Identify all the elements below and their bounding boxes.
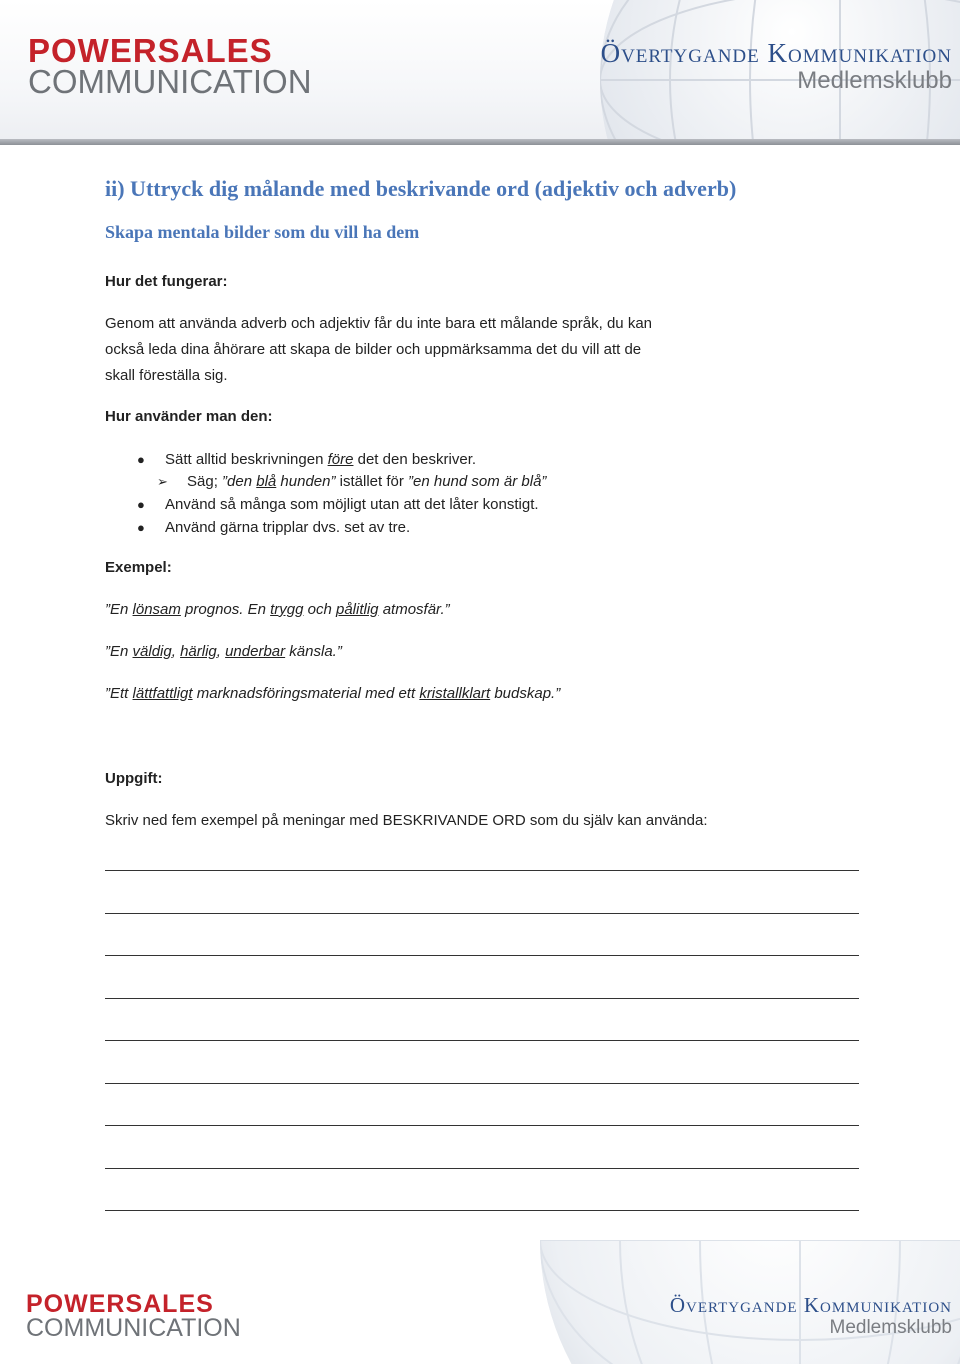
page-header <box>0 0 960 145</box>
logo-bottom-text: COMMUNICATION <box>26 1314 241 1342</box>
how-to-use-label: Hur använder man den: <box>105 408 273 425</box>
text-line: Genom att använda adverb och adjektiv får du inte bara ett målande språk, du kan <box>105 315 653 332</box>
bullet-item: ● Sätt alltid beskrivningen före det den beskriver. <box>137 451 477 468</box>
brand-title: Övertygande Kommunikation <box>600 38 952 68</box>
emphasis-word: före <box>327 451 354 468</box>
answer-line <box>105 955 859 956</box>
brand-title: Övertygande Kommunikation <box>669 1293 952 1317</box>
brand-subtitle: Medlemsklubb <box>797 67 952 94</box>
answer-line <box>105 1083 859 1084</box>
bullet-item: ● Använd så många som möjligt utan att det låter konstigt. <box>137 496 539 513</box>
example-sentence: ”En lönsam prognos. En trygg och pålitlig atmosfär.” <box>105 601 450 618</box>
bullet-dot-icon: ● <box>137 497 145 512</box>
logo-bottom-text: COMMUNICATION <box>28 63 312 100</box>
bullet-dot-icon: ● <box>137 520 145 535</box>
how-it-works-text <box>105 311 652 389</box>
logo-top-text: POWERSALES <box>26 1290 214 1318</box>
logo-top-text: POWERSALES <box>28 32 273 69</box>
answer-line <box>105 1040 859 1041</box>
section-subtitle: Skapa mentala bilder som du vill ha dem <box>105 222 420 242</box>
page-footer <box>0 1240 960 1364</box>
powersales-logo <box>26 1292 241 1341</box>
text-line: också leda dina åhörare att skapa de bilder och uppmärksamma det du vill att de <box>105 341 642 358</box>
powersales-logo <box>28 34 312 98</box>
club-brand <box>670 1295 952 1337</box>
club-brand <box>601 40 952 93</box>
examples-label: Exempel: <box>105 559 172 576</box>
section-title: ii) Uttryck dig målande med beskrivande ord (adjektiv och adverb) <box>105 176 737 201</box>
brand-subtitle: Medlemsklubb <box>829 1317 952 1338</box>
arrow-bullet-icon: ➢ <box>157 474 168 489</box>
task-instruction: Skriv ned fem exempel på meningar med BESKRIVANDE ORD som du själv kan använda: <box>105 812 708 829</box>
task-label: Uppgift: <box>105 770 163 787</box>
answer-line <box>105 913 859 914</box>
sub-bullet-item: ➢ Säg; ”den blå hunden” istället för ”en hund som är blå” <box>157 473 547 490</box>
text-line: skall föreställa sig. <box>105 367 228 384</box>
answer-line <box>105 1210 859 1211</box>
answer-line <box>105 870 859 871</box>
example-sentence: ”Ett lättfattligt marknadsföringsmaterial med ett kristallklart budskap.” <box>105 685 561 702</box>
bullet-item: ● Använd gärna tripplar dvs. set av tre. <box>137 519 411 536</box>
bullet-dot-icon: ● <box>137 452 145 467</box>
emphasis-word: blå <box>256 473 277 490</box>
example-sentence: ”En väldig, härlig, underbar känsla.” <box>105 643 342 660</box>
how-it-works-label: Hur det fungerar: <box>105 273 228 290</box>
answer-line <box>105 998 859 999</box>
answer-line <box>105 1125 859 1126</box>
answer-line <box>105 1168 859 1169</box>
header-divider <box>0 139 960 145</box>
